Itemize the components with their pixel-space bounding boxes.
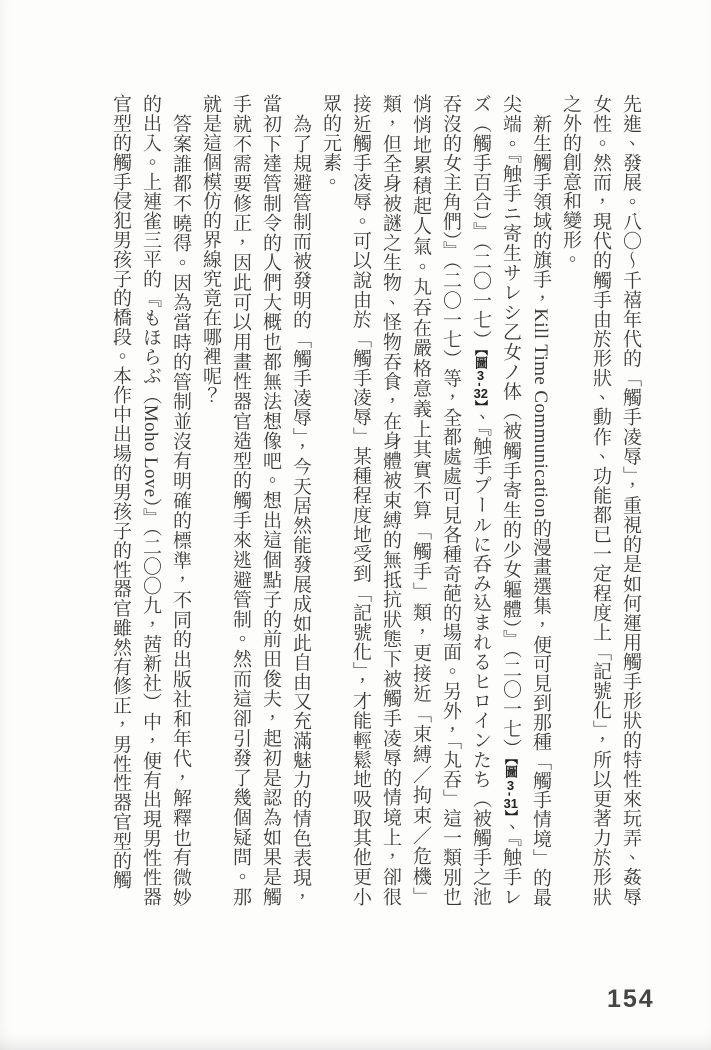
paragraph: 答案誰都不曉得。因為當時的管制並沒有明確的標準，不同的出版社和年代，解釋也有微妙的出入。上連雀三平的『もほらぶ（Moho Love）』（二〇〇九，茜新社）中，便有出現男性性器官型的觸手侵犯男孩子的橋段。本作中出場的男孩子的性器官雖然有修正，男性性器官型的觸 — [110, 94, 191, 906]
text-body — [105, 94, 645, 906]
figure-reference: 【圖3-32】 — [473, 349, 488, 407]
paragraph: 新生觸手領域的旗手，Kill Time Communication的漫畫選集，便可見到那種「觸手情境」的最尖端。『触手ニ寄生サレシ乙女ノ体（被觸手寄生的少女軀體）』（二〇一七）【圖3-31】、『触手レズ（觸手百合）』（二〇一七）【圖3-32】、『触手プールに呑み込まれるヒロインたち（被觸手之池吞沒的女主角們）』（二〇一七）等，全都處處可見各種奇葩的場面。另外，「丸吞」這一類別也悄悄地累積起人氣。丸吞在嚴格意義上其實不算「觸手」類，更接近「束縛／拘束／危機」類，但全身被謎之生物、怪物吞食，在身體被束縛的無抵抗狀態下被觸手凌辱的情境上，卻很接近觸手凌辱。可以說由於「觸手凌辱」某種程度地受到「記號化」，才能輕鬆地吸取其他更小眾的元素。 — [320, 94, 551, 907]
figure-reference: 【圖3-31】 — [503, 758, 518, 817]
paragraph: 為了規避管制而被發明的「觸手凌辱」，今天居然能發展成如此自由又充滿魅力的情色表現，當初下達管制令的人們大概也都無法想像吧。想出這個點子的前田俊夫，起初是認為如果是觸手就不需要修正，因此可以用畫性器官造型的觸手來逃避管制。然而這卻引發了幾個疑問。那就是這個模仿的界線究竟在哪裡呢？ — [200, 94, 311, 906]
page-number: 154 — [607, 985, 655, 1013]
paragraph: 先進、發展。八〇～千禧年代的「觸手凌辱」，重視的是如何運用觸手形狀的特性來玩弄、姦辱女性。然而，現代的觸手由於形狀、動作、功能都已一定程度上「記號化」，所以更著力於形狀之外的創意和變形。 — [560, 94, 641, 906]
